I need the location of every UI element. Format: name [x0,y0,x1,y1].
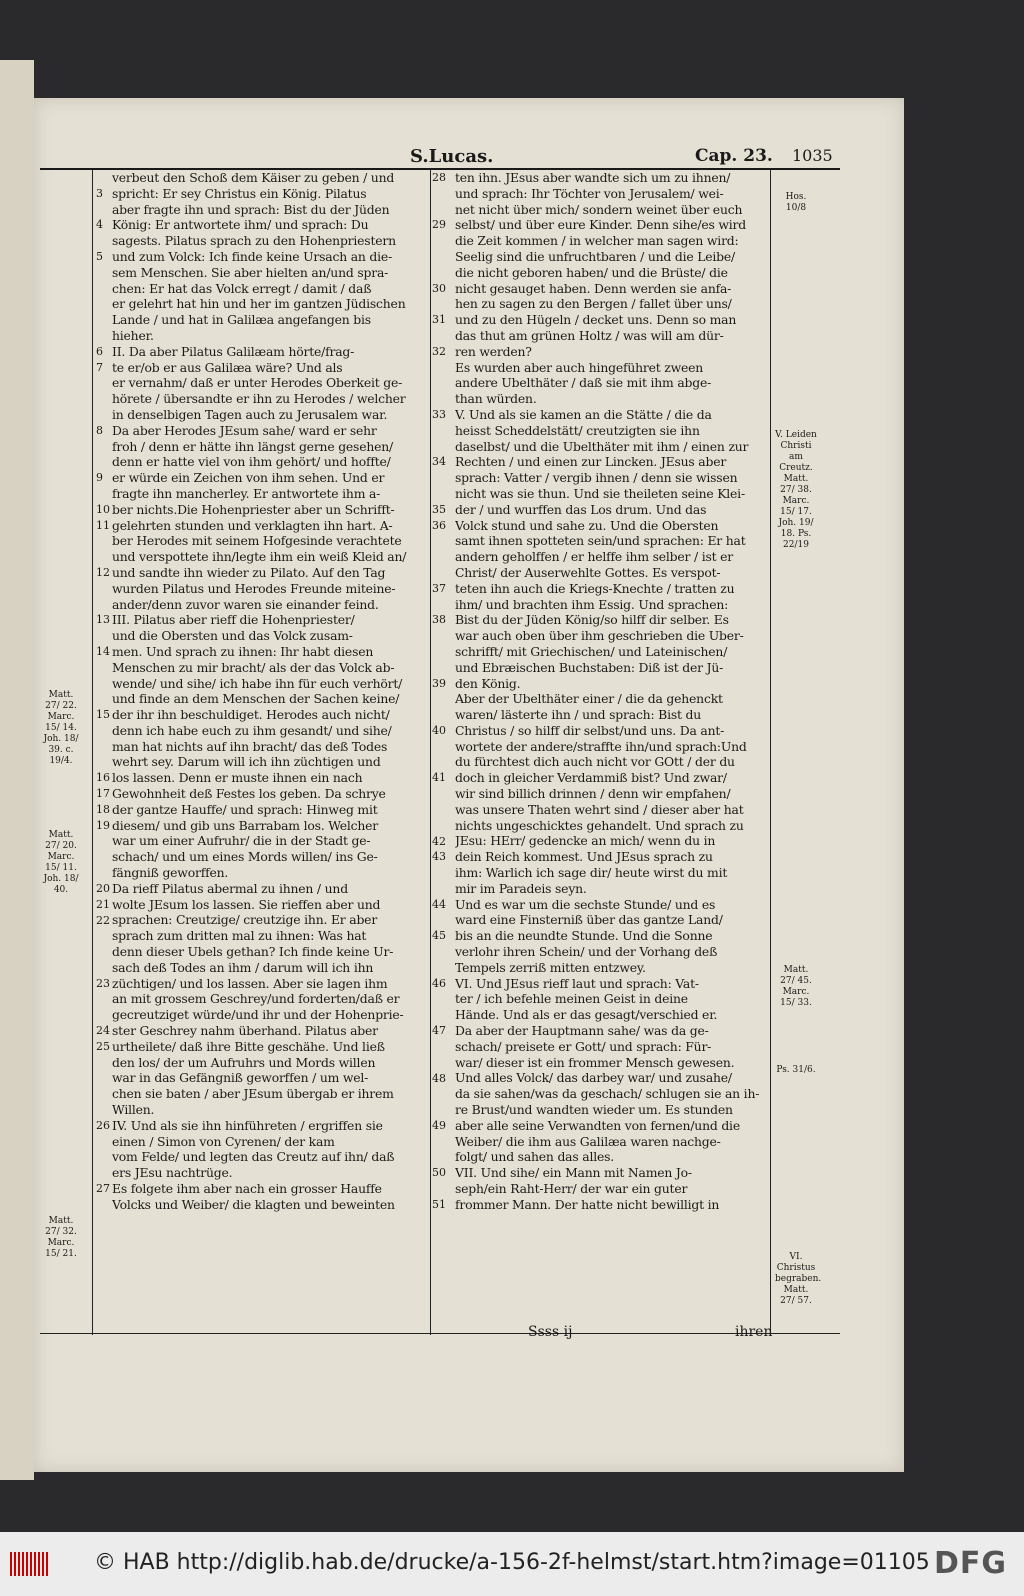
text-line: seph/ein Raht-Herr/ der war ein guter [455,1181,688,1196]
verse-number: 47 [432,1024,446,1038]
signature-mark: Ssss ij [528,1324,573,1340]
verse-number: 48 [432,1071,446,1085]
text-line: was unsere Thaten wehrt sind / dieser aber hat [455,801,744,817]
text-line: Bist du der Jüden König/so hilff dir selber. Es [455,612,729,628]
margin-note: Hos. 10/8 [785,192,807,213]
text-line: Gewohnheit deß Festes los geben. Da schrye [112,786,386,802]
barcode-icon [10,1552,48,1576]
text-line: hieher. [112,327,154,343]
verse-number: 12 [96,566,110,579]
text-line: Lande / und hat in Galilæa angefangen bis [112,312,371,328]
verse-number: 25 [96,1040,110,1053]
verse-number: 27 [96,1182,110,1196]
text-line: Volck stund und sahe zu. Und die Obersten [455,517,719,533]
text-line: than würden. [455,391,537,407]
text-line: König: Er antwortete ihm/ und sprach: Du [112,217,369,233]
text-line: sagests. Pilatus sprach zu den Hohenpriestern [112,233,396,249]
verse-number: 43 [432,850,446,864]
text-line: nicht was sie thun. Und sie theileten seine Klei- [455,485,745,501]
margin-note: V. Leiden Christi am Creutz. Matt. 27/ 38. Marc. 15/ 17. Joh. 19/ 18. Ps. 22/19 [775,430,817,550]
verse-number: 38 [432,613,446,627]
verse-number: 49 [432,1119,446,1132]
margin-note: Matt. 27/ 20. Marc. 15/ 11. Joh. 18/ 40. [43,830,79,895]
text-line: und zum Volck: Ich finde keine Ursach an die- [112,248,393,264]
text-line: re Brust/und wandten wieder um. Es stunden [455,1102,733,1118]
text-line: einen / Simon von Cyrenen/ der kam [112,1133,335,1149]
source-bar [0,1532,1024,1596]
text-line: heisst Scheddelstätt/ creutzigten sie ihn [455,422,700,438]
text-line: sach deß Todes an ihm / darum will ich ihn [112,959,374,975]
text-line: chen: Er hat das Volck erregt / damit / daß [112,280,372,296]
verse-number: 41 [432,771,446,785]
text-line: die Zeit kommen / in welcher man sagen wird: [455,233,739,249]
text-line: te er/ob er aus Galilæa wäre? Und als [112,359,343,375]
text-line: Hände. Und als er das gesagt/verschied er. [455,1007,718,1023]
text-line: Rechten / und einen zur Lincken. JEsus aber [455,454,727,470]
text-line: aber fragte ihn und sprach: Bist du der Jüden [112,201,390,217]
text-line: urtheilete/ daß ihre Bitte geschähe. Und ließ [112,1038,385,1054]
text-line: JEsu: HErr/ gedencke an mich/ wenn du in [455,833,716,849]
verse-number: 3 [96,186,103,200]
text-line: sprachen: Creutzige/ creutzige ihn. Er aber [112,912,378,928]
text-line: Weiber/ die ihm aus Galilæa waren nachge- [455,1133,721,1149]
margin-note: Matt. 27/ 22. Marc. 15/ 14. Joh. 18/ 39. c. 19/4. [43,690,79,766]
text-line: doch in gleicher Verdammiß bist? Und zwar/ [455,770,727,786]
verse-number: 45 [432,929,446,943]
verse-number: 20 [96,882,110,895]
text-line: dein Reich kommest. Und JEsus sprach zu [455,849,713,865]
text-line: wortete der andere/straffte ihn/und sprach:Und [455,738,747,754]
text-line: er vernahm/ daß er unter Herodes Oberkeit ge- [112,375,403,391]
text-line: V. Und als sie kamen an die Stätte / die da [455,406,712,422]
text-line: Aber der Ubelthäter einer / die da gehenckt [455,691,723,707]
verse-number: 23 [96,976,110,990]
verse-number: 22 [96,913,110,927]
text-line: ber Herodes mit seinem Hofgesinde verachtete [112,533,402,549]
margin-note: Matt. 27/ 32. Marc. 15/ 21. [45,1216,77,1259]
center-rule [430,170,431,1335]
text-line: die nicht geboren haben/ und die Brüste/ die [455,264,728,280]
text-line: schach/ preisete er Gott/ und sprach: Für- [455,1038,712,1054]
text-line: los lassen. Denn er muste ihnen ein nach [112,770,363,786]
text-line: Tempels zerriß mitten entzwey. [455,959,646,975]
verse-number: 36 [432,518,446,532]
text-line: VII. Und sihe/ ein Mann mit Namen Jo- [455,1165,692,1181]
verse-number: 19 [96,818,110,832]
text-line: Christ/ der Auserwehlte Gottes. Es verspot- [455,564,721,580]
text-line: andern geholffen / er helffe ihm selber / ist er [455,549,734,565]
text-line: ers JEsu nachtrüge. [112,1165,233,1181]
text-line: schrifft/ mit Griechischen/ und Lateinischen/ [455,643,728,659]
text-line: und die Obersten und das Volck zusam- [112,628,353,644]
verse-number: 46 [432,976,446,990]
text-line: du fürchtest dich auch nicht vor GOtt / der du [455,754,735,770]
text-line: Da aber Herodes JEsum sahe/ ward er sehr [112,422,377,438]
text-line: men. Und sprach zu ihnen: Ihr habt diesen [112,643,374,659]
text-line: Und es war um die sechste Stunde/ und es [455,896,716,912]
text-line: net nicht über mich/ sondern weinet über euch [455,201,743,217]
verse-number: 18 [96,803,110,816]
verse-number: 24 [96,1024,110,1038]
text-line: fragte ihn mancherley. Er antwortete ihm a- [112,485,381,501]
verse-number: 17 [96,787,110,801]
text-line: mir im Paradeis seyn. [455,880,587,896]
text-line: froh / denn er hätte ihn längst gerne gesehen/ [112,438,394,454]
text-line: den König. [455,675,521,691]
text-line: der gantze Hauffe/ und sprach: Hinweg mit [112,801,378,817]
text-line: denn dieser Ubels gethan? Ich finde keine Ur- [112,944,394,960]
text-line: nicht gesauget haben. Denn werden sie anfa- [455,280,732,296]
text-line: Es wurden aber auch hingeführet zween [455,359,704,375]
text-line: ihm: Warlich ich sage dir/ heute wirst du mit [455,865,728,881]
verse-number: 26 [96,1119,110,1132]
text-line: wehrt sey. Darum will ich ihn züchtigen und [112,754,381,770]
verse-number: 9 [96,471,103,485]
text-line: daselbst/ und die Ubelthäter mit ihm / einen zur [455,438,749,454]
text-line: Christus / so hilff dir selbst/und uns. Da ant- [455,722,725,738]
verse-number: 4 [96,218,103,232]
text-line: schach/ und um eines Mords willen/ ins Ge- [112,849,378,865]
text-line: diesem/ und gib uns Barrabam los. Welcher [112,817,379,833]
text-line: IV. Und als sie ihn hinführeten / ergriffen sie [112,1117,383,1133]
text-line: ihm/ und brachten ihm Essig. Und sprachen: [455,596,729,612]
verse-number: 29 [432,218,446,232]
text-line: bis an die neundte Stunde. Und die Sonne [455,928,713,944]
verse-number: 16 [96,771,110,785]
text-line: ster Geschrey nahm überhand. Pilatus aber [112,1023,378,1039]
right-text-column [455,170,770,1213]
text-line: man hat nichts auf ihn bracht/ das deß Todes [112,738,388,754]
text-line: den los/ der um Aufruhrs und Mords willen [112,1054,376,1070]
text-line: hörete / übersandte er ihn zu Herodes / welcher [112,391,406,407]
text-line: verlohr ihren Schein/ und der Vorhang deß [455,944,718,960]
text-line: aber alle seine Verwandten von fernen/und die [455,1117,740,1133]
text-line: da sie sahen/was da geschach/ schlugen sie an ih- [455,1086,760,1102]
text-line: hen zu sagen zu den Bergen / fallet über uns/ [455,296,732,312]
verse-number: 14 [96,645,110,658]
text-line: sem Menschen. Sie aber hielten an/und spra- [112,264,389,280]
text-line: Volcks und Weiber/ die klagten und beweinten [112,1196,395,1212]
text-line: Da aber der Hauptmann sahe/ was da ge- [455,1023,709,1039]
verse-number: 35 [432,502,446,516]
text-line: II. Da aber Pilatus Galilæam hörte/frag- [112,343,355,359]
margin-note: Ps. 31/6. [776,1065,816,1075]
text-line: ber nichts.Die Hohenpriester aber un Schrifft- [112,501,395,517]
text-line: III. Pilatus aber rieff die Hohenpriester/ [112,612,355,628]
book-title: S.Lucas. [410,146,494,167]
text-line: selbst/ und über eure Kinder. Denn sihe/es wird [455,217,747,233]
text-line: und finde an dem Menschen der Sachen keine/ [112,691,400,707]
text-line: wir sind billich drinnen / denn wir empfahen/ [455,786,731,802]
text-line: samt ihnen spotteten sein/und sprachen: Er hat [455,533,746,549]
text-line: vom Felde/ und legten das Creutz auf ihn/ daß [112,1149,395,1165]
text-line: war in das Gefängniß geworffen / um wel- [112,1070,369,1086]
text-line: war um einer Aufruhr/ die in der Stadt ge- [112,833,371,849]
text-line: das thut am grünen Holtz / was will am dür- [455,327,724,343]
dfg-logo: DFG [934,1546,1008,1581]
text-line: der / und wurffen das Los drum. Und das [455,501,707,517]
text-line: und Ebræischen Buchstaben: Diß ist der Jü- [455,659,724,675]
text-line: er gelehrt hat hin und her im gantzen Jüdischen [112,296,406,312]
verse-number: 51 [432,1198,446,1211]
text-line: wolte JEsum los lassen. Sie rieffen aber und [112,896,381,912]
text-line: ren werden? [455,343,532,359]
text-line: VI. Und JEsus rieff laut und sprach: Vat- [455,975,699,991]
text-line: und sandte ihn wieder zu Pilato. Auf den Tag [112,564,386,580]
text-line: folgt/ und sahen das alles. [455,1149,614,1165]
text-line: Da rieff Pilatus abermal zu ihnen / und [112,880,348,896]
text-line: sprach: Vatter / vergib ihnen / denn sie wissen [455,470,738,486]
text-line: verbeut den Schoß dem Käiser zu geben / und [112,170,395,185]
text-line: denn ich habe euch zu ihm gesandt/ und sihe/ [112,722,392,738]
text-line: in denselbigen Tagen auch zu Jerusalem war. [112,406,388,422]
text-line: der ihr ihn beschuldiget. Herodes auch nicht/ [112,707,390,723]
verse-number: 37 [432,581,446,595]
left-margin-rule [92,170,93,1335]
verse-number: 33 [432,408,446,421]
text-line: wende/ und sihe/ ich habe ihn für euch verhört/ [112,675,403,691]
text-line: züchtigen/ und los lassen. Aber sie lagen ihm [112,975,388,991]
text-line: Willen. [112,1102,155,1118]
text-line: er würde ein Zeichen von ihm sehen. Und er [112,470,385,486]
chapter-label: Cap. 23. [695,146,773,166]
text-line: Menschen zu mir bracht/ als der das Volck ab- [112,659,395,675]
text-line: und sprach: Ihr Töchter von Jerusalem/ wei- [455,185,724,201]
verse-number: 32 [432,344,446,358]
page-footer [40,1322,840,1346]
running-header [40,140,840,170]
verse-number: 34 [432,455,446,469]
verse-number: 28 [432,171,446,184]
verse-number: 8 [96,423,103,437]
verse-number: 31 [432,313,446,327]
text-line: Und alles Volck/ das darbey war/ und zusahe/ [455,1070,732,1086]
text-line: fängniß geworffen. [112,865,229,881]
verse-number: 10 [96,502,110,516]
verse-number: 6 [96,344,103,358]
text-line: und verspottete ihn/legte ihm ein weiß Kleid an/ [112,549,407,565]
text-line: frommer Mann. Der hatte nicht bewilligt in [455,1196,720,1212]
verse-number: 39 [432,676,446,690]
text-line: ward eine Finsterniß über das gantze Land/ [455,912,723,928]
text-line: gelehrten stunden und verklagten ihn hart. A- [112,517,393,533]
text-line: Es folgete ihm aber nach ein grosser Hauffe [112,1181,382,1196]
text-line: nichts ungeschicktes gehandelt. Und sprach zu [455,817,744,833]
text-line: chen sie baten / aber JEsum übergab er ihrem [112,1086,394,1102]
text-line: denn er hatte viel von ihm gehört/ und hoffte/ [112,454,391,470]
verse-number: 21 [96,897,110,911]
text-line: war/ dieser ist ein frommer Mensch gewesen. [455,1054,735,1070]
verse-number: 50 [432,1166,446,1180]
text-line: ten ihn. JEsus aber wandte sich um zu ihnen/ [455,170,731,185]
text-line: ter / ich befehle meinen Geist in deine [455,991,688,1007]
facing-page-edge [0,60,34,1480]
text-line: teten ihn auch die Kriegs-Knechte / tratten zu [455,580,735,596]
verse-number: 40 [432,724,446,737]
verse-number: 44 [432,897,446,911]
text-line: und zu den Hügeln / decket uns. Denn so man [455,312,737,328]
verse-number: 42 [432,834,446,848]
text-line: an mit grossem Geschrey/und forderten/daß er [112,991,400,1007]
text-line: spricht: Er sey Christus ein König. Pilatus [112,185,367,201]
text-line: sprach zum dritten mal zu ihnen: Was hat [112,928,367,944]
verse-number: 13 [96,613,110,627]
text-line: gecreutziget würde/und ihr und der Hohenprie- [112,1007,404,1023]
text-line: war auch oben über ihm geschrieben die Uber- [455,628,744,644]
verse-number: 11 [96,518,110,532]
source-url[interactable]: © HAB http://diglib.hab.de/drucke/a-156-2f-helmst/start.htm?image=01105 [94,1550,930,1575]
text-line: ander/denn zuvor waren sie einander feind. [112,596,379,612]
verse-number: 30 [432,281,446,295]
margin-note: VI. Christus begraben. Matt. 27/ 57. [775,1252,822,1306]
verse-number: 5 [96,250,103,263]
page-number: 1035 [792,146,833,165]
text-line: wurden Pilatus und Herodes Freunde miteine- [112,580,396,596]
text-line: andere Ubelthäter / daß sie mit ihm abge- [455,375,712,391]
margin-note: Matt. 27/ 45. Marc. 15/ 33. [780,965,812,1008]
text-frame [40,170,840,1340]
verse-number: 7 [96,360,103,374]
right-margin-rule [770,170,771,1335]
text-line: Seelig sind die unfruchtbaren / und die Leibe/ [455,248,736,264]
catchword: ihren [735,1324,773,1340]
verse-number: 15 [96,708,110,722]
left-text-column [112,170,422,1213]
text-line: waren/ lästerte ihn / und sprach: Bist du [455,707,702,723]
